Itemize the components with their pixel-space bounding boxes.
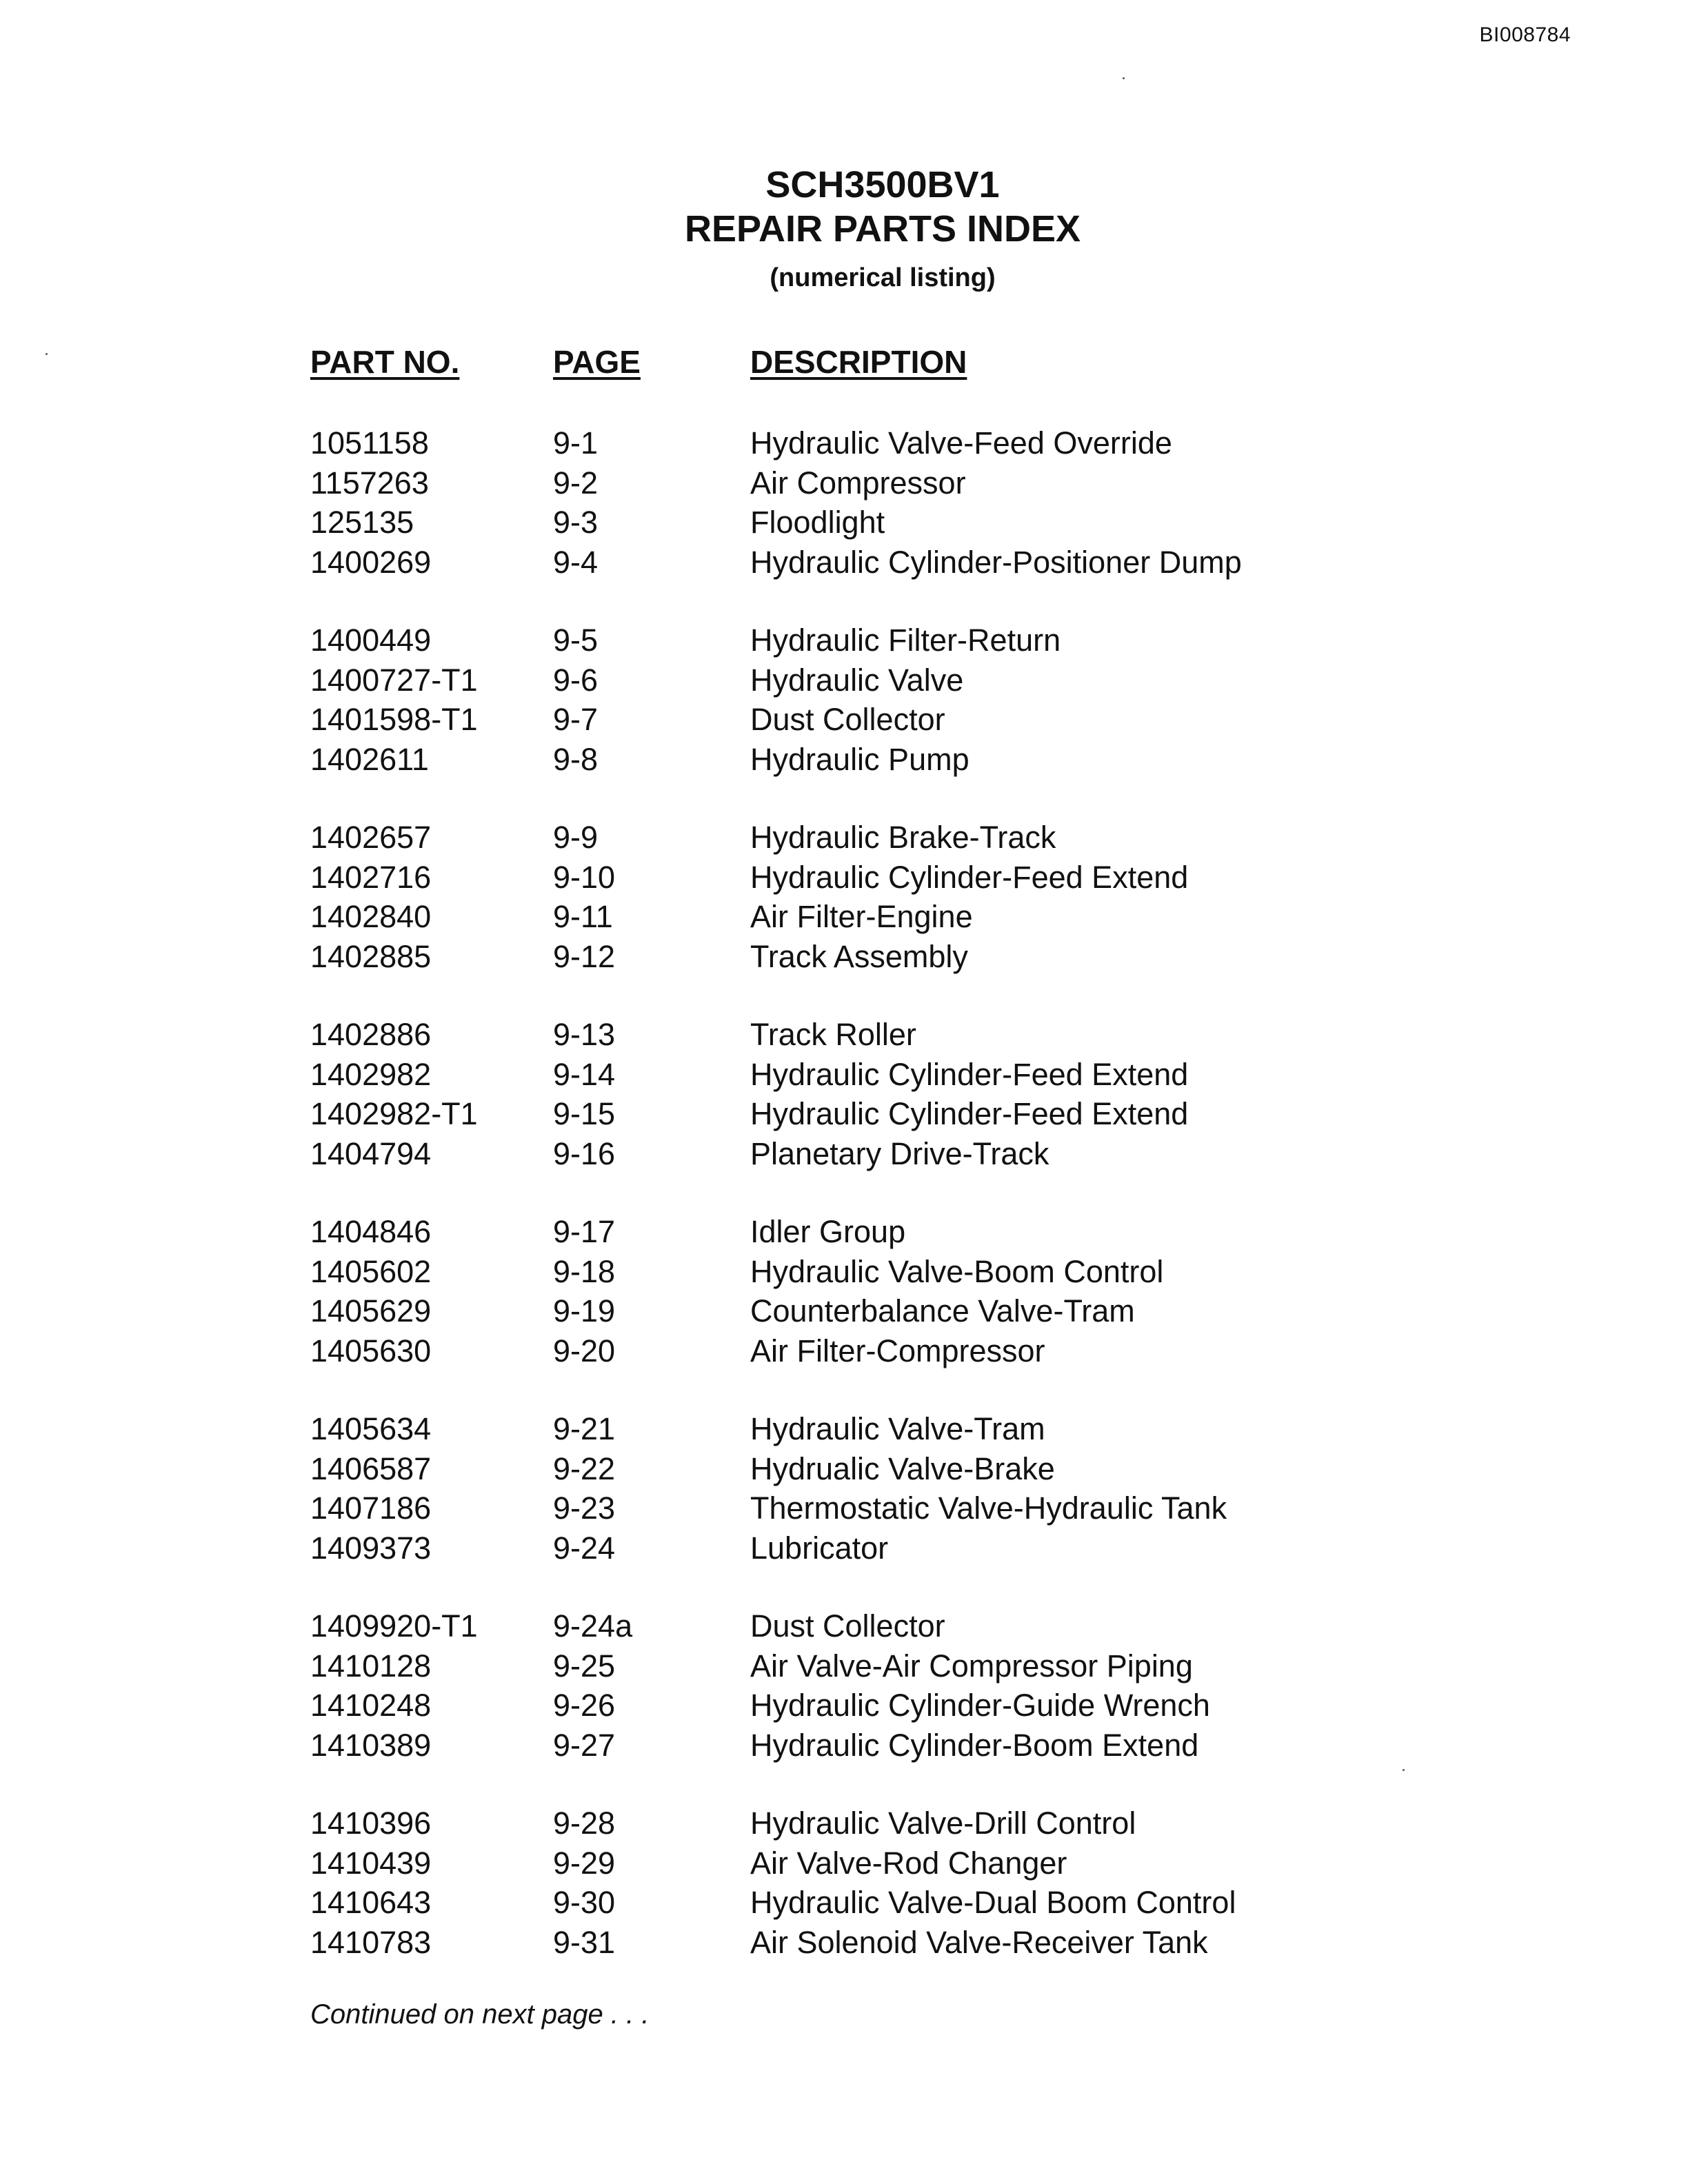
part-number: 1051158 xyxy=(310,425,429,461)
page-number: 9-14 xyxy=(553,1056,616,1092)
part-description: Hydraulic Valve-Boom Control xyxy=(750,1253,1164,1289)
page-number: 9-24a xyxy=(553,1608,633,1644)
part-description: Hydraulic Pump xyxy=(750,741,969,777)
parts-row xyxy=(310,1488,1620,1528)
page-number: 9-22 xyxy=(553,1450,616,1486)
parts-row xyxy=(310,1094,1620,1134)
part-number: 1402982 xyxy=(310,1056,432,1092)
part-description: Air Valve-Rod Changer xyxy=(750,1845,1067,1881)
page-number: 9-26 xyxy=(553,1688,616,1723)
parts-row xyxy=(310,463,1620,503)
document-id: BI008784 xyxy=(1479,23,1571,46)
header-description: DESCRIPTION xyxy=(750,344,967,380)
parts-row xyxy=(310,1843,1620,1883)
parts-row xyxy=(310,1646,1620,1686)
title-block xyxy=(0,163,1688,293)
part-description: Hydraulic Cylinder-Boom Extend xyxy=(750,1727,1199,1763)
page-number: 9-9 xyxy=(553,820,599,855)
part-number: 1409373 xyxy=(310,1530,432,1566)
parts-row xyxy=(310,1923,1620,1963)
page-number: 9-19 xyxy=(553,1293,616,1328)
parts-row xyxy=(310,1331,1620,1371)
page-number: 9-1 xyxy=(553,425,599,461)
page-number: 9-12 xyxy=(553,938,616,974)
part-description: Hydraulic Brake-Track xyxy=(750,820,1056,855)
page-number: 9-21 xyxy=(553,1411,616,1446)
page-number: 9-16 xyxy=(553,1135,616,1171)
page-number: 9-24 xyxy=(553,1530,616,1566)
parts-row xyxy=(310,1726,1620,1766)
page-number: 9-7 xyxy=(553,702,599,737)
part-number: 1400449 xyxy=(310,623,432,658)
part-description: Air Solenoid Valve-Receiver Tank xyxy=(750,1924,1208,1960)
parts-group xyxy=(310,818,1620,976)
page-number: 9-2 xyxy=(553,465,599,501)
parts-row xyxy=(310,700,1620,740)
part-description: Dust Collector xyxy=(750,1608,945,1644)
part-number: 1406587 xyxy=(310,1450,432,1486)
part-number: 1402840 xyxy=(310,899,432,934)
parts-row xyxy=(310,1134,1620,1174)
part-number: 1402885 xyxy=(310,938,432,974)
header-page: PAGE xyxy=(553,344,641,380)
part-description: Hydraulic Valve xyxy=(750,662,964,698)
part-description: Track Roller xyxy=(750,1017,916,1052)
page-number: 9-23 xyxy=(553,1490,616,1526)
continued-note: Continued on next page . . . xyxy=(310,1999,650,2030)
parts-row xyxy=(310,423,1620,463)
page-number: 9-30 xyxy=(553,1885,616,1920)
parts-row xyxy=(310,543,1620,583)
part-number: 1402716 xyxy=(310,859,432,895)
page-number: 9-25 xyxy=(553,1648,616,1684)
parts-row xyxy=(310,503,1620,543)
part-description: Hydraulic Cylinder-Positioner Dump xyxy=(750,544,1242,580)
column-headers xyxy=(310,343,1620,385)
part-description: Hydraulic Valve-Dual Boom Control xyxy=(750,1885,1236,1920)
parts-row xyxy=(310,1212,1620,1252)
parts-group xyxy=(310,620,1620,779)
page-number: 9-15 xyxy=(553,1096,616,1131)
parts-row xyxy=(310,1803,1620,1843)
part-description: Hydraulic Valve-Drill Control xyxy=(750,1806,1136,1841)
part-description: Hydraulic Cylinder-Feed Extend xyxy=(750,859,1189,895)
document-subtitle: (numerical listing) xyxy=(770,263,996,292)
parts-row xyxy=(310,1528,1620,1568)
parts-row xyxy=(310,1409,1620,1449)
parts-group xyxy=(310,1803,1620,1962)
parts-row xyxy=(310,740,1620,780)
part-description: Air Valve-Air Compressor Piping xyxy=(750,1648,1193,1684)
header-part-no: PART NO. xyxy=(310,344,460,380)
page-number: 9-27 xyxy=(553,1727,616,1763)
part-description: Air Filter-Engine xyxy=(750,899,973,934)
part-number: 1410643 xyxy=(310,1885,432,1920)
parts-row xyxy=(310,1606,1620,1646)
part-description: Floodlight xyxy=(750,505,885,540)
page-number: 9-5 xyxy=(553,623,599,658)
parts-group xyxy=(310,1015,1620,1173)
part-number: 1405602 xyxy=(310,1253,432,1289)
parts-row xyxy=(310,1055,1620,1095)
part-number: 1405629 xyxy=(310,1293,432,1328)
part-description: Track Assembly xyxy=(750,938,968,974)
part-number: 1410389 xyxy=(310,1727,432,1763)
part-description: Idler Group xyxy=(750,1214,906,1249)
part-number: 1402611 xyxy=(310,741,429,777)
part-description: Hydraulic Valve-Tram xyxy=(750,1411,1045,1446)
parts-row xyxy=(310,897,1620,937)
part-number: 1410128 xyxy=(310,1648,432,1684)
parts-row xyxy=(310,1883,1620,1923)
part-description: Hydraulic Cylinder-Guide Wrench xyxy=(750,1688,1210,1723)
scan-speck xyxy=(46,353,48,355)
parts-row xyxy=(310,1015,1620,1055)
part-number: 1407186 xyxy=(310,1490,432,1526)
scan-speck xyxy=(1403,1769,1405,1771)
part-number: 1410439 xyxy=(310,1845,432,1881)
part-number: 1404794 xyxy=(310,1135,432,1171)
page-number: 9-28 xyxy=(553,1806,616,1841)
part-number: 1409920-T1 xyxy=(310,1608,478,1644)
part-description: Air Compressor xyxy=(750,465,966,501)
parts-row xyxy=(310,1252,1620,1292)
parts-list xyxy=(310,423,1620,2001)
part-description: Hydraulic Cylinder-Feed Extend xyxy=(750,1056,1189,1092)
page-number: 9-10 xyxy=(553,859,616,895)
parts-row xyxy=(310,1291,1620,1331)
parts-row xyxy=(310,660,1620,700)
document-heading: REPAIR PARTS INDEX xyxy=(684,208,1081,250)
page-number: 9-11 xyxy=(553,899,613,934)
part-number: 1157263 xyxy=(310,465,429,501)
part-number: 1410396 xyxy=(310,1806,432,1841)
parts-group xyxy=(310,1606,1620,1765)
parts-row xyxy=(310,818,1620,858)
part-number: 125135 xyxy=(310,505,414,540)
part-number: 1410783 xyxy=(310,1924,432,1960)
document-title: SCH3500BV1 xyxy=(765,164,1000,205)
page-number: 9-3 xyxy=(553,505,599,540)
part-number: 1405634 xyxy=(310,1411,432,1446)
page-number: 9-4 xyxy=(553,544,599,580)
part-description: Dust Collector xyxy=(750,702,945,737)
part-description: Hydraulic Valve-Feed Override xyxy=(750,425,1172,461)
page-number: 9-17 xyxy=(553,1214,616,1249)
part-number: 1402886 xyxy=(310,1017,432,1052)
part-description: Hydrualic Valve-Brake xyxy=(750,1450,1055,1486)
parts-group xyxy=(310,1212,1620,1371)
part-description: Planetary Drive-Track xyxy=(750,1135,1049,1171)
part-number: 1401598-T1 xyxy=(310,702,478,737)
parts-group xyxy=(310,423,1620,582)
page-number: 9-8 xyxy=(553,741,599,777)
page-number: 9-6 xyxy=(553,662,599,698)
parts-row xyxy=(310,858,1620,898)
part-description: Air Filter-Compressor xyxy=(750,1333,1045,1368)
parts-row xyxy=(310,1686,1620,1726)
part-number: 1404846 xyxy=(310,1214,432,1249)
part-number: 1402982-T1 xyxy=(310,1096,478,1131)
parts-row xyxy=(310,937,1620,977)
part-description: Counterbalance Valve-Tram xyxy=(750,1293,1135,1328)
page-number: 9-13 xyxy=(553,1017,616,1052)
part-number: 1400269 xyxy=(310,544,432,580)
page-number: 9-20 xyxy=(553,1333,616,1368)
part-number: 1400727-T1 xyxy=(310,662,478,698)
scan-speck xyxy=(1123,77,1125,79)
part-description: Hydraulic Cylinder-Feed Extend xyxy=(750,1096,1189,1131)
page-number: 9-31 xyxy=(553,1924,616,1960)
parts-group xyxy=(310,1409,1620,1568)
part-description: Hydraulic Filter-Return xyxy=(750,623,1061,658)
part-number: 1410248 xyxy=(310,1688,432,1723)
part-number: 1405630 xyxy=(310,1333,432,1368)
part-description: Thermostatic Valve-Hydraulic Tank xyxy=(750,1490,1227,1526)
page-number: 9-29 xyxy=(553,1845,616,1881)
part-number: 1402657 xyxy=(310,820,432,855)
page-number: 9-18 xyxy=(553,1253,616,1289)
parts-row xyxy=(310,1449,1620,1489)
part-description: Lubricator xyxy=(750,1530,889,1566)
parts-row xyxy=(310,620,1620,660)
